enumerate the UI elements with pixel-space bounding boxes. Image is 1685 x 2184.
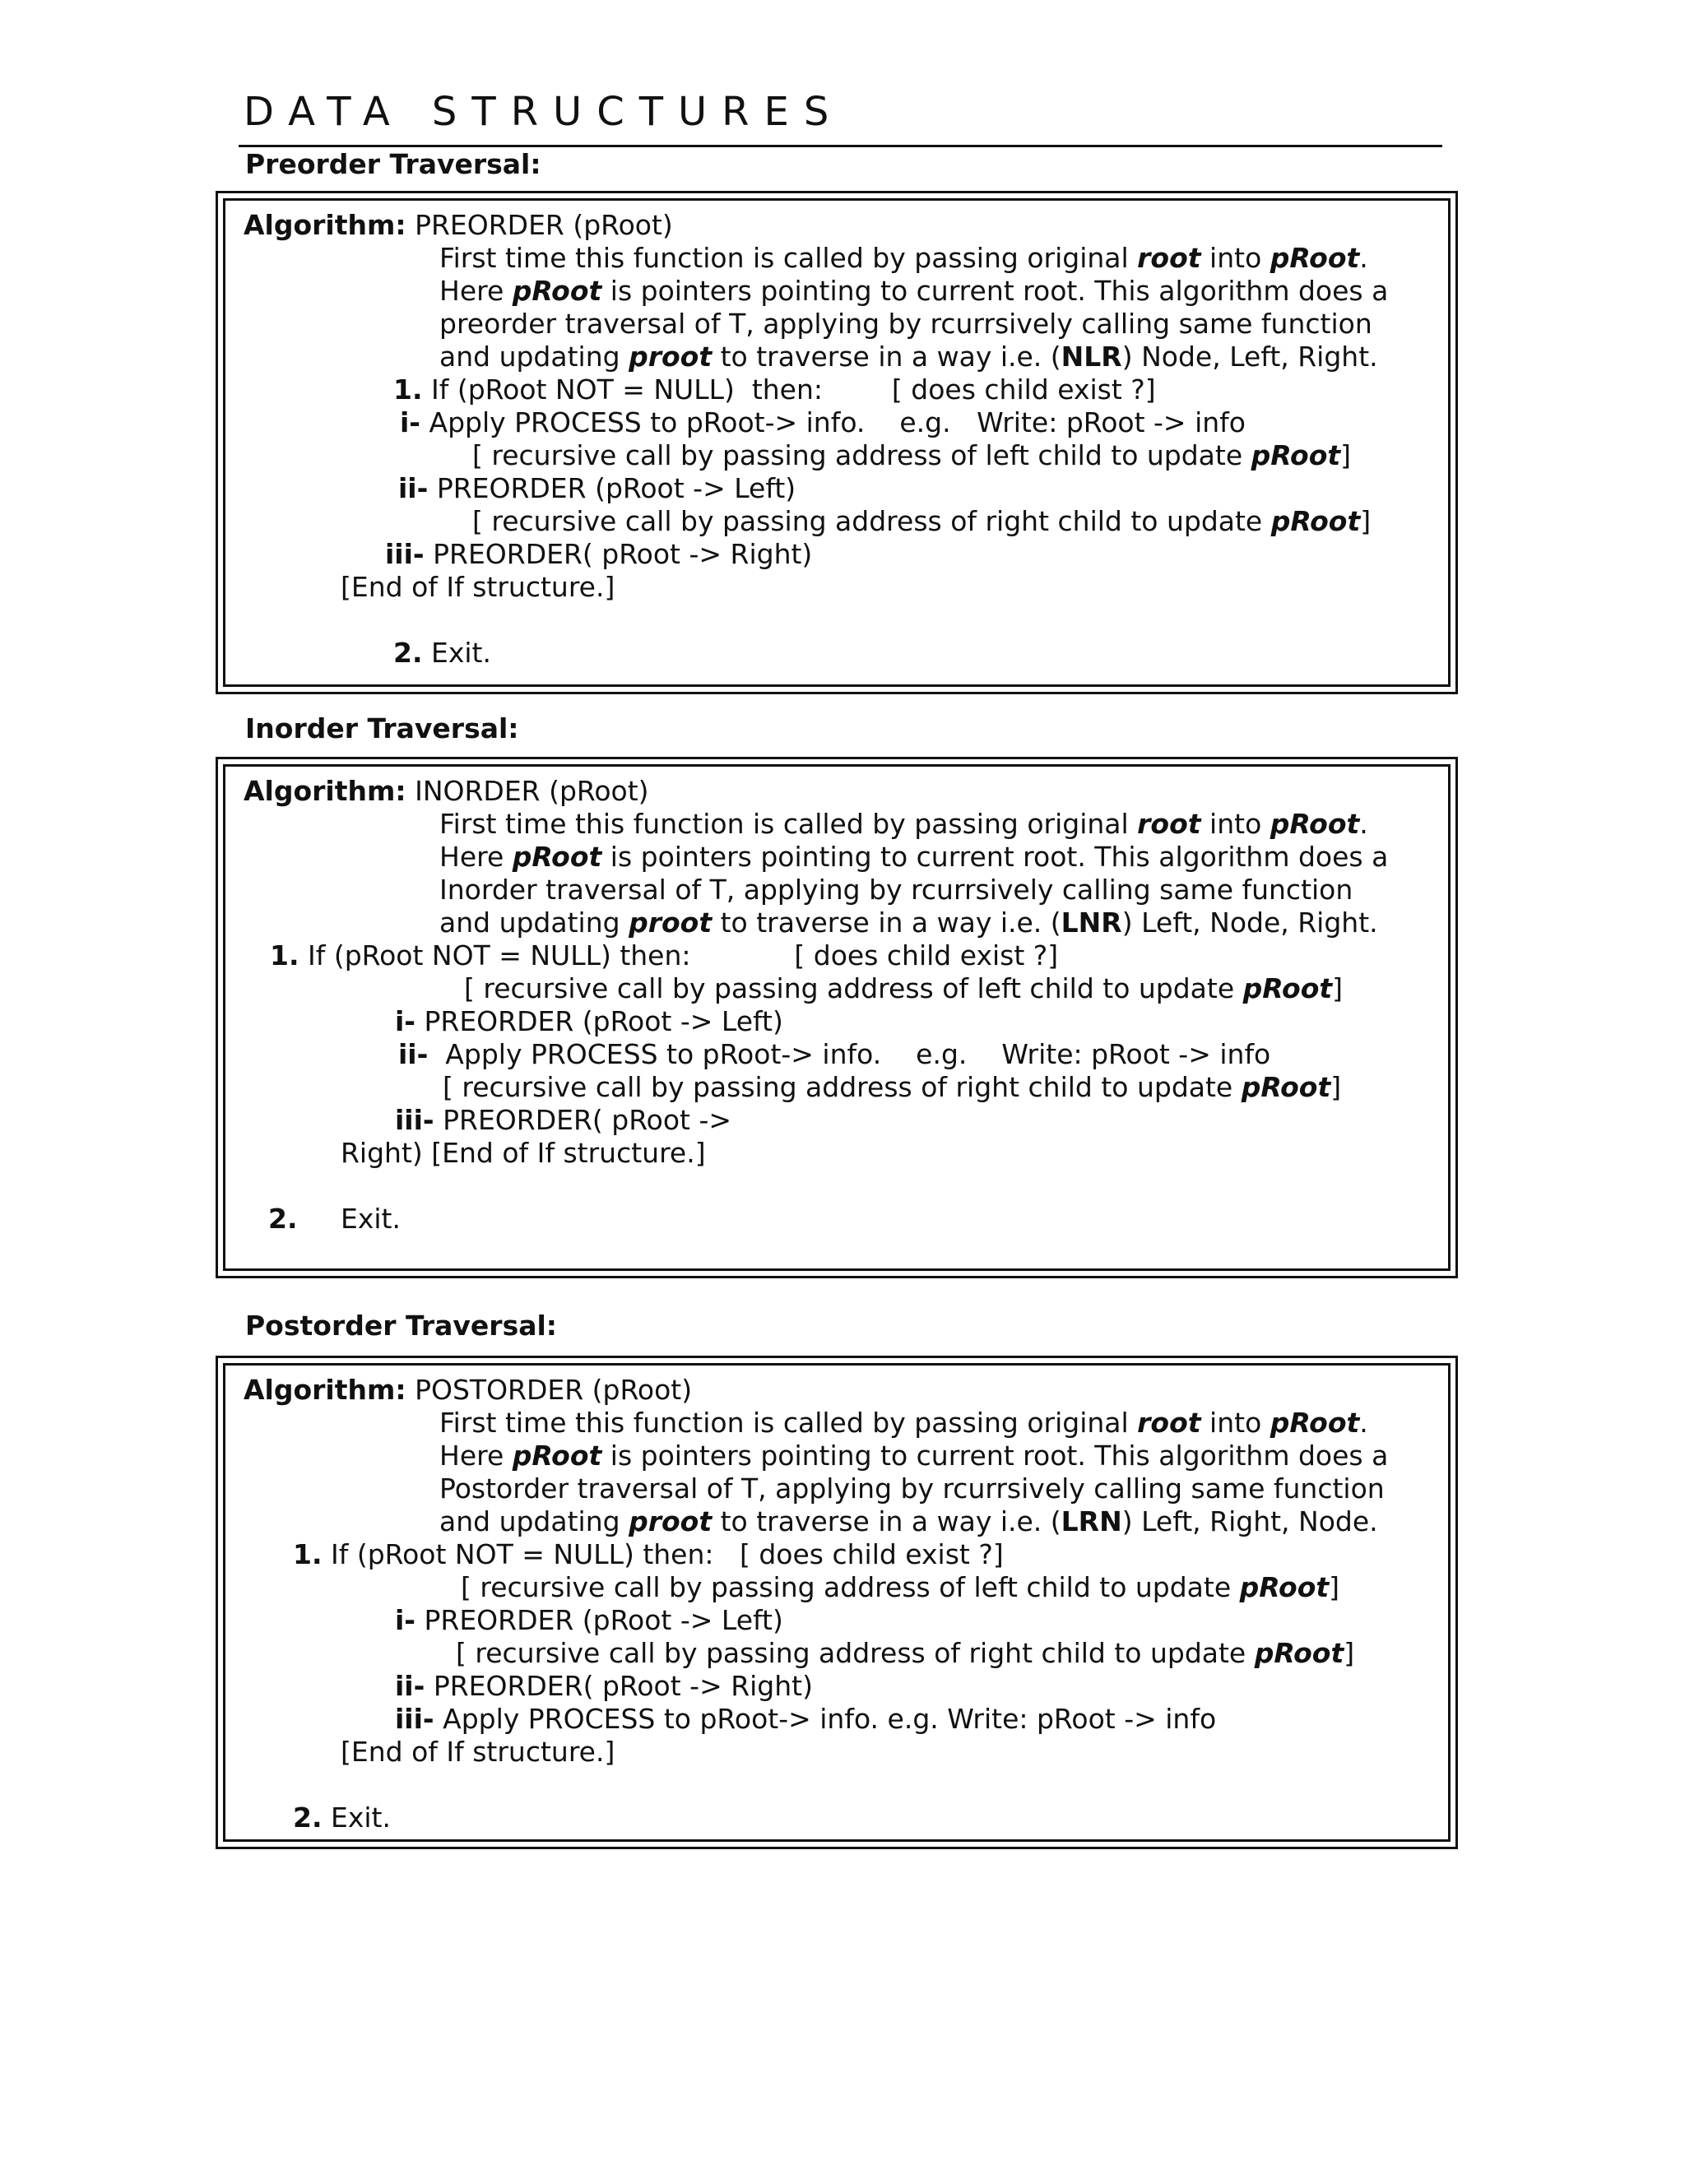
text-span: to traverse in a way i.e. (: [712, 907, 1061, 939]
step-number: ii-: [398, 1038, 429, 1070]
text-span: ) Left, Node, Right.: [1121, 907, 1378, 939]
postorder-algorithm-line: [244, 1374, 692, 1407]
emphasis: proot: [629, 907, 713, 939]
preorder-desc-line-1: [439, 242, 1368, 275]
text-span: to traverse in a way i.e. (: [712, 341, 1061, 373]
algorithm-label: Algorithm:: [244, 209, 406, 241]
inorder-step-iii: [395, 1104, 731, 1137]
postorder-desc-line-4: [439, 1505, 1378, 1538]
step-number: ii-: [398, 472, 429, 504]
order-code: LNR: [1061, 907, 1122, 939]
preorder-step-i: [400, 406, 1246, 439]
step-number: 1.: [293, 1538, 323, 1570]
text-span: is pointers pointing to current root. This algorithm does a: [601, 275, 1389, 307]
order-code: LRN: [1061, 1505, 1122, 1537]
step-number: i-: [400, 406, 421, 438]
text-span: .: [1359, 808, 1368, 840]
text-span: ]: [1330, 1071, 1342, 1103]
emphasis: proot: [629, 341, 713, 373]
preorder-step-ii: [398, 472, 796, 505]
text-span: ) Left, Right, Node.: [1121, 1505, 1378, 1537]
text-span: ]: [1332, 972, 1344, 1004]
text-span: Here: [439, 1440, 513, 1472]
step-number: 2.: [268, 1203, 298, 1235]
text-span: ) Node, Left, Right.: [1121, 341, 1378, 373]
text-span: into: [1200, 808, 1270, 840]
algorithm-name: PREORDER (pRoot): [406, 209, 673, 241]
text-span: .: [1359, 242, 1368, 274]
text-span: [ recursive call by passing address of left child to update: [472, 439, 1251, 471]
text-span: [ recursive call by passing address of right child to update: [456, 1637, 1255, 1669]
step-number: iii-: [385, 538, 425, 570]
text-span: [ recursive call by passing address of left child to update: [461, 1571, 1240, 1603]
text-span: ]: [1344, 1637, 1355, 1669]
inorder-desc-line-2: [439, 841, 1388, 874]
emphasis: pRoot: [1270, 808, 1360, 840]
inorder-desc-line-3: Inorder traversal of T, applying by rcurrsively calling same function: [439, 874, 1353, 906]
preorder-step-2: [393, 637, 491, 670]
preorder-comment-right: [472, 505, 1371, 538]
inorder-step-2-text: Exit.: [341, 1203, 401, 1235]
inorder-heading: Inorder Traversal:: [245, 712, 519, 744]
emphasis: proot: [629, 1505, 713, 1537]
postorder-step-ii: [395, 1670, 813, 1703]
step-number: 1.: [393, 373, 423, 406]
step-text: PREORDER( pRoot -> Right): [424, 538, 813, 570]
text-span: Here: [439, 841, 513, 873]
postorder-step-2: [293, 1801, 391, 1834]
text-span: is pointers pointing to current root. This algorithm does a: [601, 841, 1389, 873]
emphasis: pRoot: [1251, 439, 1341, 471]
emphasis: pRoot: [512, 275, 602, 307]
inorder-step-i: [395, 1005, 783, 1038]
page-title: DATA STRUCTURES: [244, 89, 844, 135]
postorder-desc-line-3: Postorder traversal of T, applying by rcurrsively calling same function: [439, 1472, 1385, 1505]
emphasis: root: [1137, 1407, 1201, 1439]
step-number: 2.: [393, 637, 423, 669]
step-text: PREORDER (pRoot -> Left): [415, 1005, 783, 1037]
emphasis: pRoot: [1254, 1637, 1344, 1669]
text-span: is pointers pointing to current root. This algorithm does a: [601, 1440, 1389, 1472]
text-span: ]: [1360, 505, 1372, 537]
text-span: [ recursive call by passing address of left child to update: [464, 972, 1243, 1004]
text-span: to traverse in a way i.e. (: [712, 1505, 1061, 1537]
preorder-end-if: [End of If structure.]: [341, 571, 615, 603]
inorder-desc-line-4: [439, 907, 1378, 939]
emphasis: pRoot: [1270, 242, 1360, 274]
step-number: i-: [395, 1604, 416, 1636]
text-span: [ recursive call by passing address of right child to update: [443, 1071, 1242, 1103]
step-text: Exit.: [422, 637, 491, 669]
postorder-heading: Postorder Traversal:: [245, 1310, 558, 1342]
inorder-step-2: [268, 1203, 298, 1236]
text-span: into: [1200, 1407, 1270, 1439]
inorder-step-ii: [398, 1038, 1270, 1071]
step-text: Exit.: [322, 1801, 391, 1834]
text-span: [ recursive call by passing address of right child to update: [472, 505, 1271, 537]
postorder-step-i: [395, 1604, 783, 1637]
inorder-desc-line-1: [439, 808, 1368, 841]
text-span: First time this function is called by passing original: [439, 808, 1138, 840]
emphasis: root: [1137, 808, 1201, 840]
text-span: and updating: [439, 1505, 629, 1537]
emphasis: pRoot: [1241, 1071, 1331, 1103]
postorder-step-iii: [395, 1703, 1216, 1736]
step-text: PREORDER (pRoot -> Left): [428, 472, 796, 504]
postorder-comment-right: [456, 1637, 1354, 1670]
text-span: First time this function is called by passing original: [439, 1407, 1138, 1439]
algorithm-name: POSTORDER (pRoot): [406, 1374, 693, 1406]
postorder-desc-line-1: [439, 1407, 1368, 1440]
text-span: First time this function is called by passing original: [439, 242, 1138, 274]
emphasis: root: [1137, 242, 1201, 274]
preorder-step-1: [393, 373, 1156, 406]
step-number: iii-: [395, 1703, 434, 1735]
preorder-desc-line-4: [439, 341, 1378, 373]
step-number: i-: [395, 1005, 416, 1037]
step-number: ii-: [395, 1670, 425, 1702]
emphasis: pRoot: [512, 1440, 602, 1472]
emphasis: pRoot: [1270, 1407, 1360, 1439]
inorder-comment-left: [464, 972, 1343, 1005]
order-code: NLR: [1061, 341, 1122, 373]
step-text: If (pRoot NOT = NULL) then: [ does child exist ?]: [322, 1538, 1004, 1570]
inorder-comment-right: [443, 1071, 1341, 1104]
text-span: ]: [1329, 1571, 1340, 1603]
text-span: .: [1359, 1407, 1368, 1439]
text-span: Here: [439, 275, 513, 307]
emphasis: pRoot: [1242, 972, 1333, 1004]
step-text: PREORDER( pRoot -> Right): [425, 1670, 813, 1702]
preorder-desc-line-2: [439, 275, 1388, 308]
step-number: iii-: [395, 1104, 434, 1136]
step-number: 1.: [270, 939, 299, 971]
step-number: 2.: [293, 1801, 323, 1834]
emphasis: pRoot: [1239, 1571, 1330, 1603]
step-text: If (pRoot NOT = NULL) then: [ does child exist ?]: [299, 939, 1059, 971]
preorder-step-iii: [385, 538, 812, 571]
step-text: PREORDER( pRoot ->: [434, 1104, 732, 1136]
postorder-desc-line-2: [439, 1440, 1388, 1472]
header-rule: [239, 145, 1442, 147]
algorithm-name: INORDER (pRoot): [406, 775, 649, 807]
algorithm-label: Algorithm:: [244, 775, 406, 807]
postorder-step-1: [293, 1538, 1004, 1571]
text-span: and updating: [439, 907, 629, 939]
inorder-algorithm-line: [244, 775, 649, 808]
emphasis: pRoot: [512, 841, 602, 873]
postorder-end-if: [End of If structure.]: [341, 1736, 615, 1768]
text-span: and updating: [439, 341, 629, 373]
inorder-step-1: [270, 939, 1058, 972]
step-text: PREORDER (pRoot -> Left): [415, 1604, 783, 1636]
step-text: Apply PROCESS to pRoot-> info. e.g. Write: pRoot -> info: [434, 1703, 1217, 1735]
step-text: Apply PROCESS to pRoot-> info. e.g. Write: pRoot -> info: [428, 1038, 1271, 1070]
inorder-end-if: Right) [End of If structure.]: [341, 1137, 706, 1169]
preorder-comment-left: [472, 439, 1351, 472]
preorder-heading: Preorder Traversal:: [245, 148, 541, 180]
algorithm-label: Algorithm:: [244, 1374, 406, 1406]
text-span: into: [1200, 242, 1270, 274]
emphasis: pRoot: [1270, 505, 1361, 537]
postorder-comment-left: [461, 1571, 1339, 1604]
preorder-desc-line-3: preorder traversal of T, applying by rcurrsively calling same function: [439, 308, 1372, 340]
text-span: ]: [1340, 439, 1352, 471]
step-text: If (pRoot NOT = NULL) then: [ does child exist ?]: [422, 373, 1156, 406]
step-text: Apply PROCESS to pRoot-> info. e.g. Write: pRoot -> info: [420, 406, 1246, 438]
preorder-algorithm-line: [244, 209, 673, 242]
